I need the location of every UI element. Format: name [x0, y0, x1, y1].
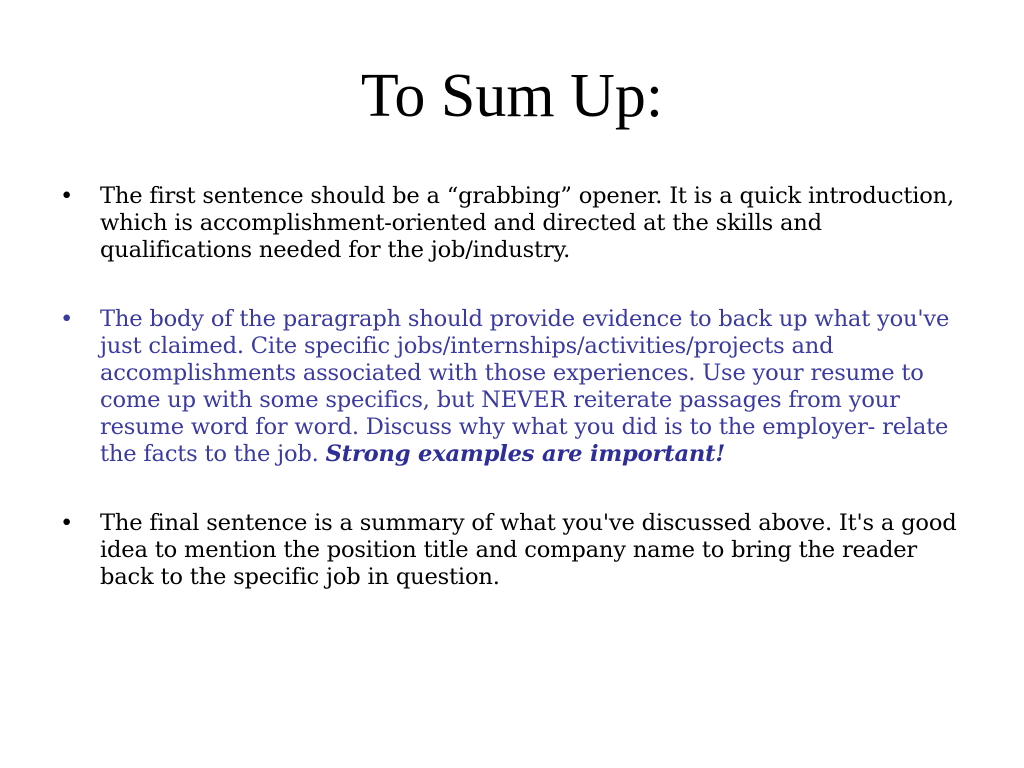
bullet-item-opener [58, 183, 970, 264]
bullet-item-closing [58, 510, 970, 591]
bullet-list [58, 183, 970, 633]
bullet-icon: • [60, 510, 74, 536]
bullet-icon: • [60, 306, 74, 332]
bullet-item-body [58, 306, 970, 468]
bullet-text: The first sentence should be a “grabbing” opener. It is a quick introduction, which is accomplishment-oriented and directed at the skills and qualifications needed for the job/industry. [100, 183, 954, 263]
bullet-text: The final sentence is a summary of what you've discussed above. It's a good idea to mention the position title and company name to bring the reader back to the specific job in question. [100, 510, 957, 590]
bullet-icon: • [60, 183, 74, 209]
bullet-text: The body of the paragraph should provide evidence to back up what you've just claimed. Cite specific jobs/internships/activities/projects and accomplishments associated with those experiences. Use your resume to come up with some specifics, but NEVER reiterate passages from your resume word for word. Discuss why what you did is to the employer- relate the facts to the job. [100, 306, 950, 467]
slide-title: To Sum Up: [360, 62, 664, 130]
bullet-emphasis: Strong examples are important! [325, 441, 726, 467]
